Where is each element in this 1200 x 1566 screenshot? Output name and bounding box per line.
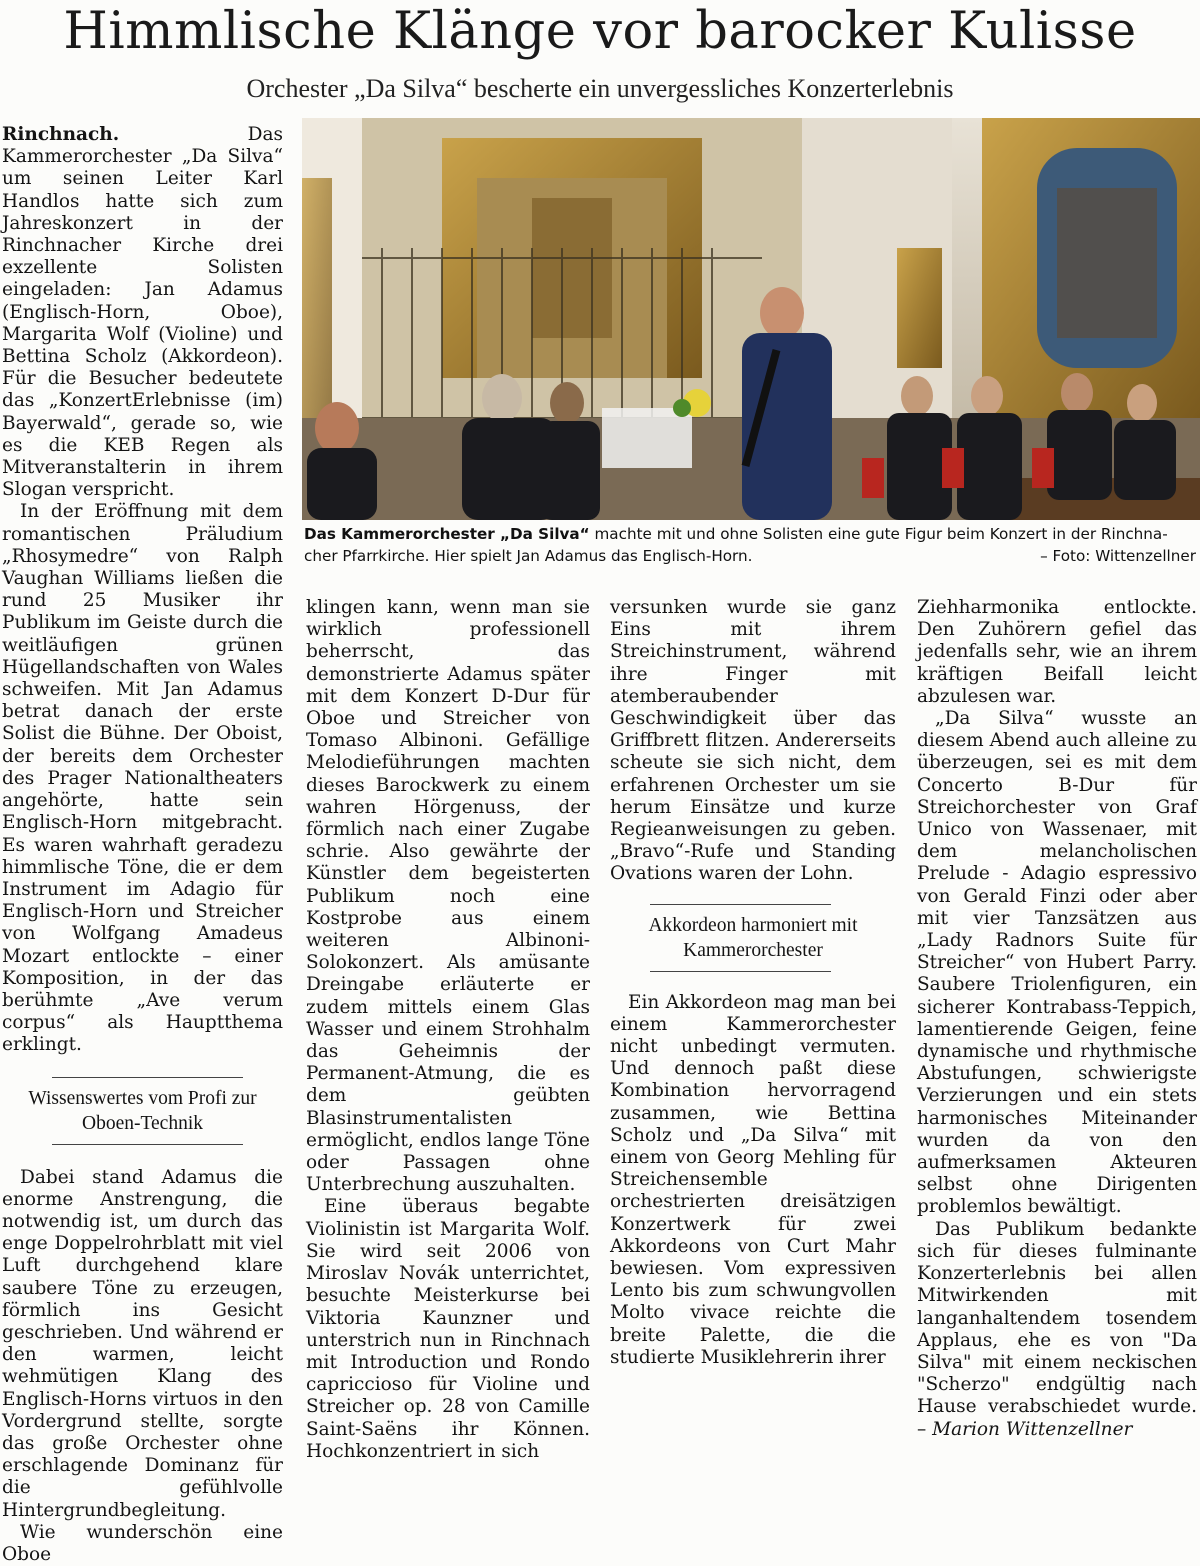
paragraph-text: Das Kammerorchester „Da Silva“ um seinen Leiter Karl Handlos hatte sich zum Jahreskonzert in der Rinchnacher Kirche drei exzellente Solisten eingeladen: Jan Adamus (Englisch-Horn, Oboe), Margarita Wolf (Violine) und Bettina Scholz (Akkordeon). Für die Besucher bedeutete das „KonzertErlebnisse (im) Bayerwald“, gerade so, wie es die KEB Regen als Mitveranstalterin in ihrem Slogan verspricht. <box>2 124 283 501</box>
author-name: Marion Wittenzellner <box>932 1418 1133 1440</box>
article-column-3 <box>610 597 896 1369</box>
caption-text: machte mit und ohne Solisten eine gute Figur beim Konzert in der Rinchna-cher Pfarrkirche. Hier spielt Jan Adamus das Englisch-Horn. <box>304 525 1168 565</box>
photo-caption <box>304 523 1196 567</box>
article-paragraph: Ein Akkordeon mag man bei einem Kammerorchester nicht unbedingt vermuten. Und dennoch paßt diese Kombination hervorragend zusammen, wie Bettina Scholz und „Da Silva“ mit einem von Georg Mehling für Streichensemble orchestrierten dreisätzigen Konzertwerk für zwei Akkordeons von Curt Mahr bewiesen. Vom expressiven Lento bis zum schwungvollen Molto vivace reichte die breite Palette, die die studierte Musiklehrerin ihrer <box>610 991 896 1368</box>
photo-credit: – Foto: Wittenzellner <box>1040 547 1196 565</box>
article-paragraph: „Da Silva“ wusste an diesem Abend auch alleine zu überzeugen, sei es mit dem Concerto B-Dur für Streichorchester von Graf Unico von Wassenaer, mit dem melancholischen Prelude - Adagio espressivo von Gerald Finzi oder aber mit vier Tanzsätzen aus „Lady Radnors Suite für Streicher“ von Hubert Parry. Saubere Triolenfiguren, ein sicherer Kontrabass-Teppich, lamentierende Geigen, feine dynamische und rhythmische Abstufungen, schwierigste Verzierungen und ein stets harmonisches Miteinander wurden da von den aufmerksamen Akteuren selbst ohne Dirigenten problemlos bewältigt. <box>917 708 1197 1218</box>
concert-photo <box>302 118 1200 520</box>
divider <box>650 971 831 972</box>
divider <box>650 904 831 905</box>
article-paragraph: Ziehharmonika entlockte. Den Zuhörern gefiel das jedenfalls sehr, wie an ihrem kräftigen Beifall leicht abzulesen war. <box>917 597 1197 707</box>
caption-bold: Das Kammerorchester „Da Silva“ <box>304 525 590 543</box>
article-paragraph <box>917 1219 1197 1441</box>
subheadline: Orchester „Da Silva“ bescherte ein unvergessliches Konzerterlebnis <box>246 74 954 103</box>
article-column-1 <box>2 124 283 1566</box>
article-column-2 <box>306 597 590 1463</box>
article-paragraph: versunken wurde sie ganz Eins mit ihrem Streichinstrument, während ihre Finger mit atemberaubender Geschwindigkeit über das Griffbrett flitzen. Andererseits scheute sie sich nicht, dem erfahrenen Orchester um sie herum Einsätze und kurze Regieanweisungen zu geben. „Bravo“-Rufe und Standing Ovations waren der Lohn. <box>610 597 896 885</box>
article-paragraph: In der Eröffnung mit dem romantischen Präludium „Rhosymedre“ von Ralph Vaughan Williams ließen die rund 25 Musiker ihr Publikum im Geiste durch die weitläufigen grünen Hügellandschaften von Wales schweifen. Mit Jan Adamus betrat danach der erste Solist die Bühne. Der Oboist, der bereits dem Orchester des Prager Nationaltheaters angehörte, hatte sein Englisch-Horn mitgebracht. Es waren wahrhaft geradezu himmlische Töne, die er dem Instrument im Adagio für Englisch-Horn und Streicher von Wolfgang Amadeus Mozart entlockte – einer Komposition, in der das berühmte „Ave verum corpus“ als Hauptthema erklingt. <box>2 501 283 1056</box>
article-column-4 <box>917 597 1197 1441</box>
article-paragraph: Wie wunderschön eine Oboe <box>2 1521 283 1565</box>
dateline: Rinchnach. <box>2 124 120 145</box>
paragraph-text: Das Publikum bedankte sich für dieses fulminante Konzerterlebnis bei allen Mitwirkenden mit langanhaltendem tosendem Applaus, ehe es von "Da Silva" mit einem neckischen "Scherzo" endgültig nach Hause verabschiedet wurde. – <box>917 1218 1197 1440</box>
divider <box>52 1077 243 1078</box>
subheading-oboe: Wissenswertes vom Profi zur Oboen-Technik <box>28 1087 257 1134</box>
article-paragraph: klingen kann, wenn man sie wirklich professionell beherrscht, das demonstrierte Adamus später mit dem Konzert D-Dur für Oboe und Streicher von Tomaso Albinoni. Gefällige Melodieführungen machten dieses Barockwerk zu einem wahren Hörgenuss, der förmlich nach einer Zugabe schrie. Also gewährte der Künstler dem begeisterten Publikum noch eine Kostprobe aus einem weiteren Albinoni-Solokonzert. Als amüsante Dreingabe erläuterte er zudem mittels einem Glas Wasser und einem Strohhalm das Geheimnis der Permanent-Atmung, die es dem geübten Blasinstrumentalisten ermöglicht, endlos lange Töne oder Passagen ohne Unterbrechung auszuhalten. <box>306 597 590 1196</box>
article-paragraph: Dabei stand Adamus die enorme Anstrengung, die notwendig ist, um durch das enge Doppelrohrblatt mit viel Luft durchgehend klare saubere Töne zu erzeugen, förmlich ins Gesicht geschrieben. Und während er den warmen, leicht wehmütigen Klang des Englisch-Horns virtuos in den Vordergrund stellte, sorgte das große Orchester ohne erschlagende Dominanz für die gefühlvolle Hintergrundbegleitung. <box>2 1166 283 1521</box>
article-paragraph: Eine überaus begabte Violinistin ist Margarita Wolf. Sie wird seit 2006 von Miroslav Novák unterrichtet, besuchte Meisterkurse bei Viktoria Kaunzner und unterstrich nun in Rinchnach mit Introduction und Rondo capriccioso für Violine und Streicher op. 28 von Camille Saint-Saëns ihr Können. Hochkonzentriert in sich <box>306 1196 590 1462</box>
article-paragraph <box>2 124 283 501</box>
concert-photo-image <box>302 118 1200 520</box>
headline: Himmlische Klänge vor barocker Kulisse <box>63 2 1137 61</box>
divider <box>52 1144 243 1145</box>
subheading-akkordeon: Akkordeon harmoniert mit Kammerorchester <box>648 914 858 961</box>
